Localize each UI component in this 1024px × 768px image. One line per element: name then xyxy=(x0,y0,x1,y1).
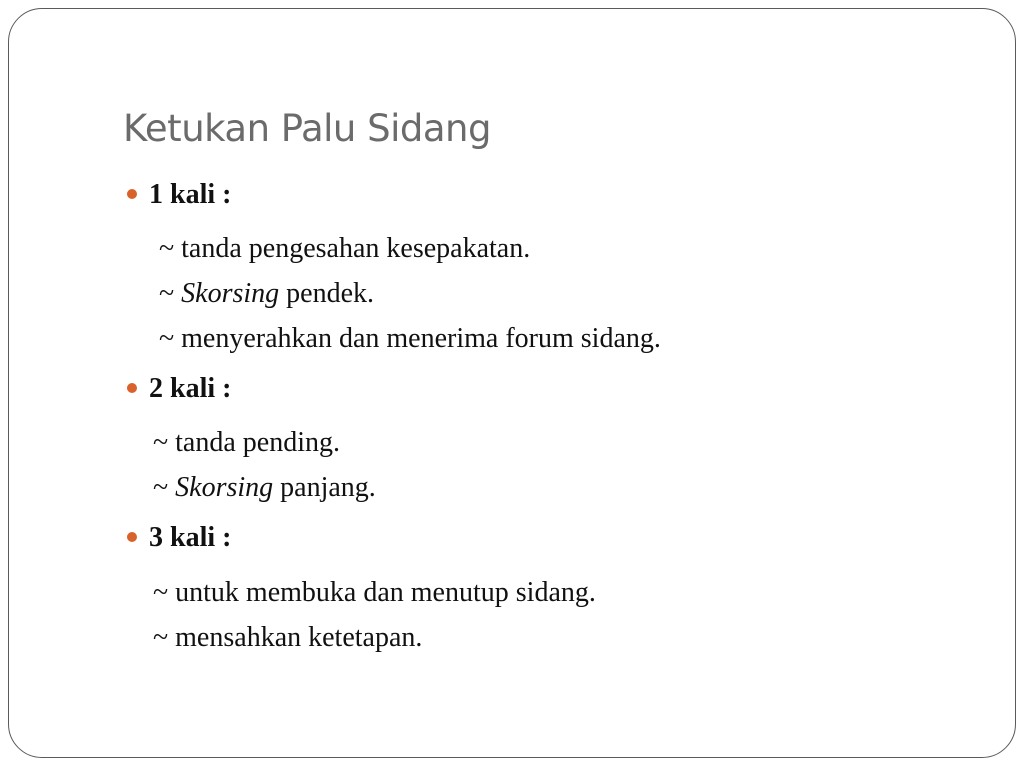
bullet-item-3-kali xyxy=(127,522,231,554)
sub-line xyxy=(159,323,661,355)
sub-line-italic-term: Skorsing xyxy=(175,472,274,503)
tilde-prefix: ~ xyxy=(153,622,176,653)
sub-line-text: tanda pengesahan kesepakatan. xyxy=(181,233,531,264)
sub-line-text: panjang. xyxy=(273,472,376,503)
bullet-item-1-kali xyxy=(127,179,231,211)
tilde-prefix: ~ xyxy=(159,233,182,264)
sub-line xyxy=(153,622,422,654)
slide-frame xyxy=(8,8,1016,758)
sub-line-text: menyerahkan dan menerima forum sidang. xyxy=(181,323,661,354)
bullet-heading: 1 kali : xyxy=(149,179,232,210)
bullet-dot-icon xyxy=(127,383,137,393)
bullet-heading: 3 kali : xyxy=(149,522,232,553)
tilde-prefix: ~ xyxy=(159,278,182,309)
bullet-dot-icon xyxy=(127,189,137,199)
sub-line xyxy=(159,233,530,265)
sub-line-text: tanda pending. xyxy=(175,427,340,458)
sub-line xyxy=(153,427,340,459)
tilde-prefix: ~ xyxy=(159,323,182,354)
tilde-prefix: ~ xyxy=(153,577,176,608)
tilde-prefix: ~ xyxy=(153,472,176,503)
slide-title: Ketukan Palu Sidang xyxy=(123,107,491,150)
sub-line-text: untuk membuka dan menutup sidang. xyxy=(175,577,596,608)
sub-line xyxy=(153,577,596,609)
bullet-item-2-kali xyxy=(127,373,231,405)
sub-line-text: pendek. xyxy=(279,278,375,309)
sub-line-text: mensahkan ketetapan. xyxy=(175,622,423,653)
sub-line xyxy=(153,472,376,504)
bullet-heading: 2 kali : xyxy=(149,373,232,404)
sub-line-italic-term: Skorsing xyxy=(181,278,280,309)
bullet-dot-icon xyxy=(127,532,137,542)
sub-line xyxy=(159,278,374,310)
tilde-prefix: ~ xyxy=(153,427,176,458)
